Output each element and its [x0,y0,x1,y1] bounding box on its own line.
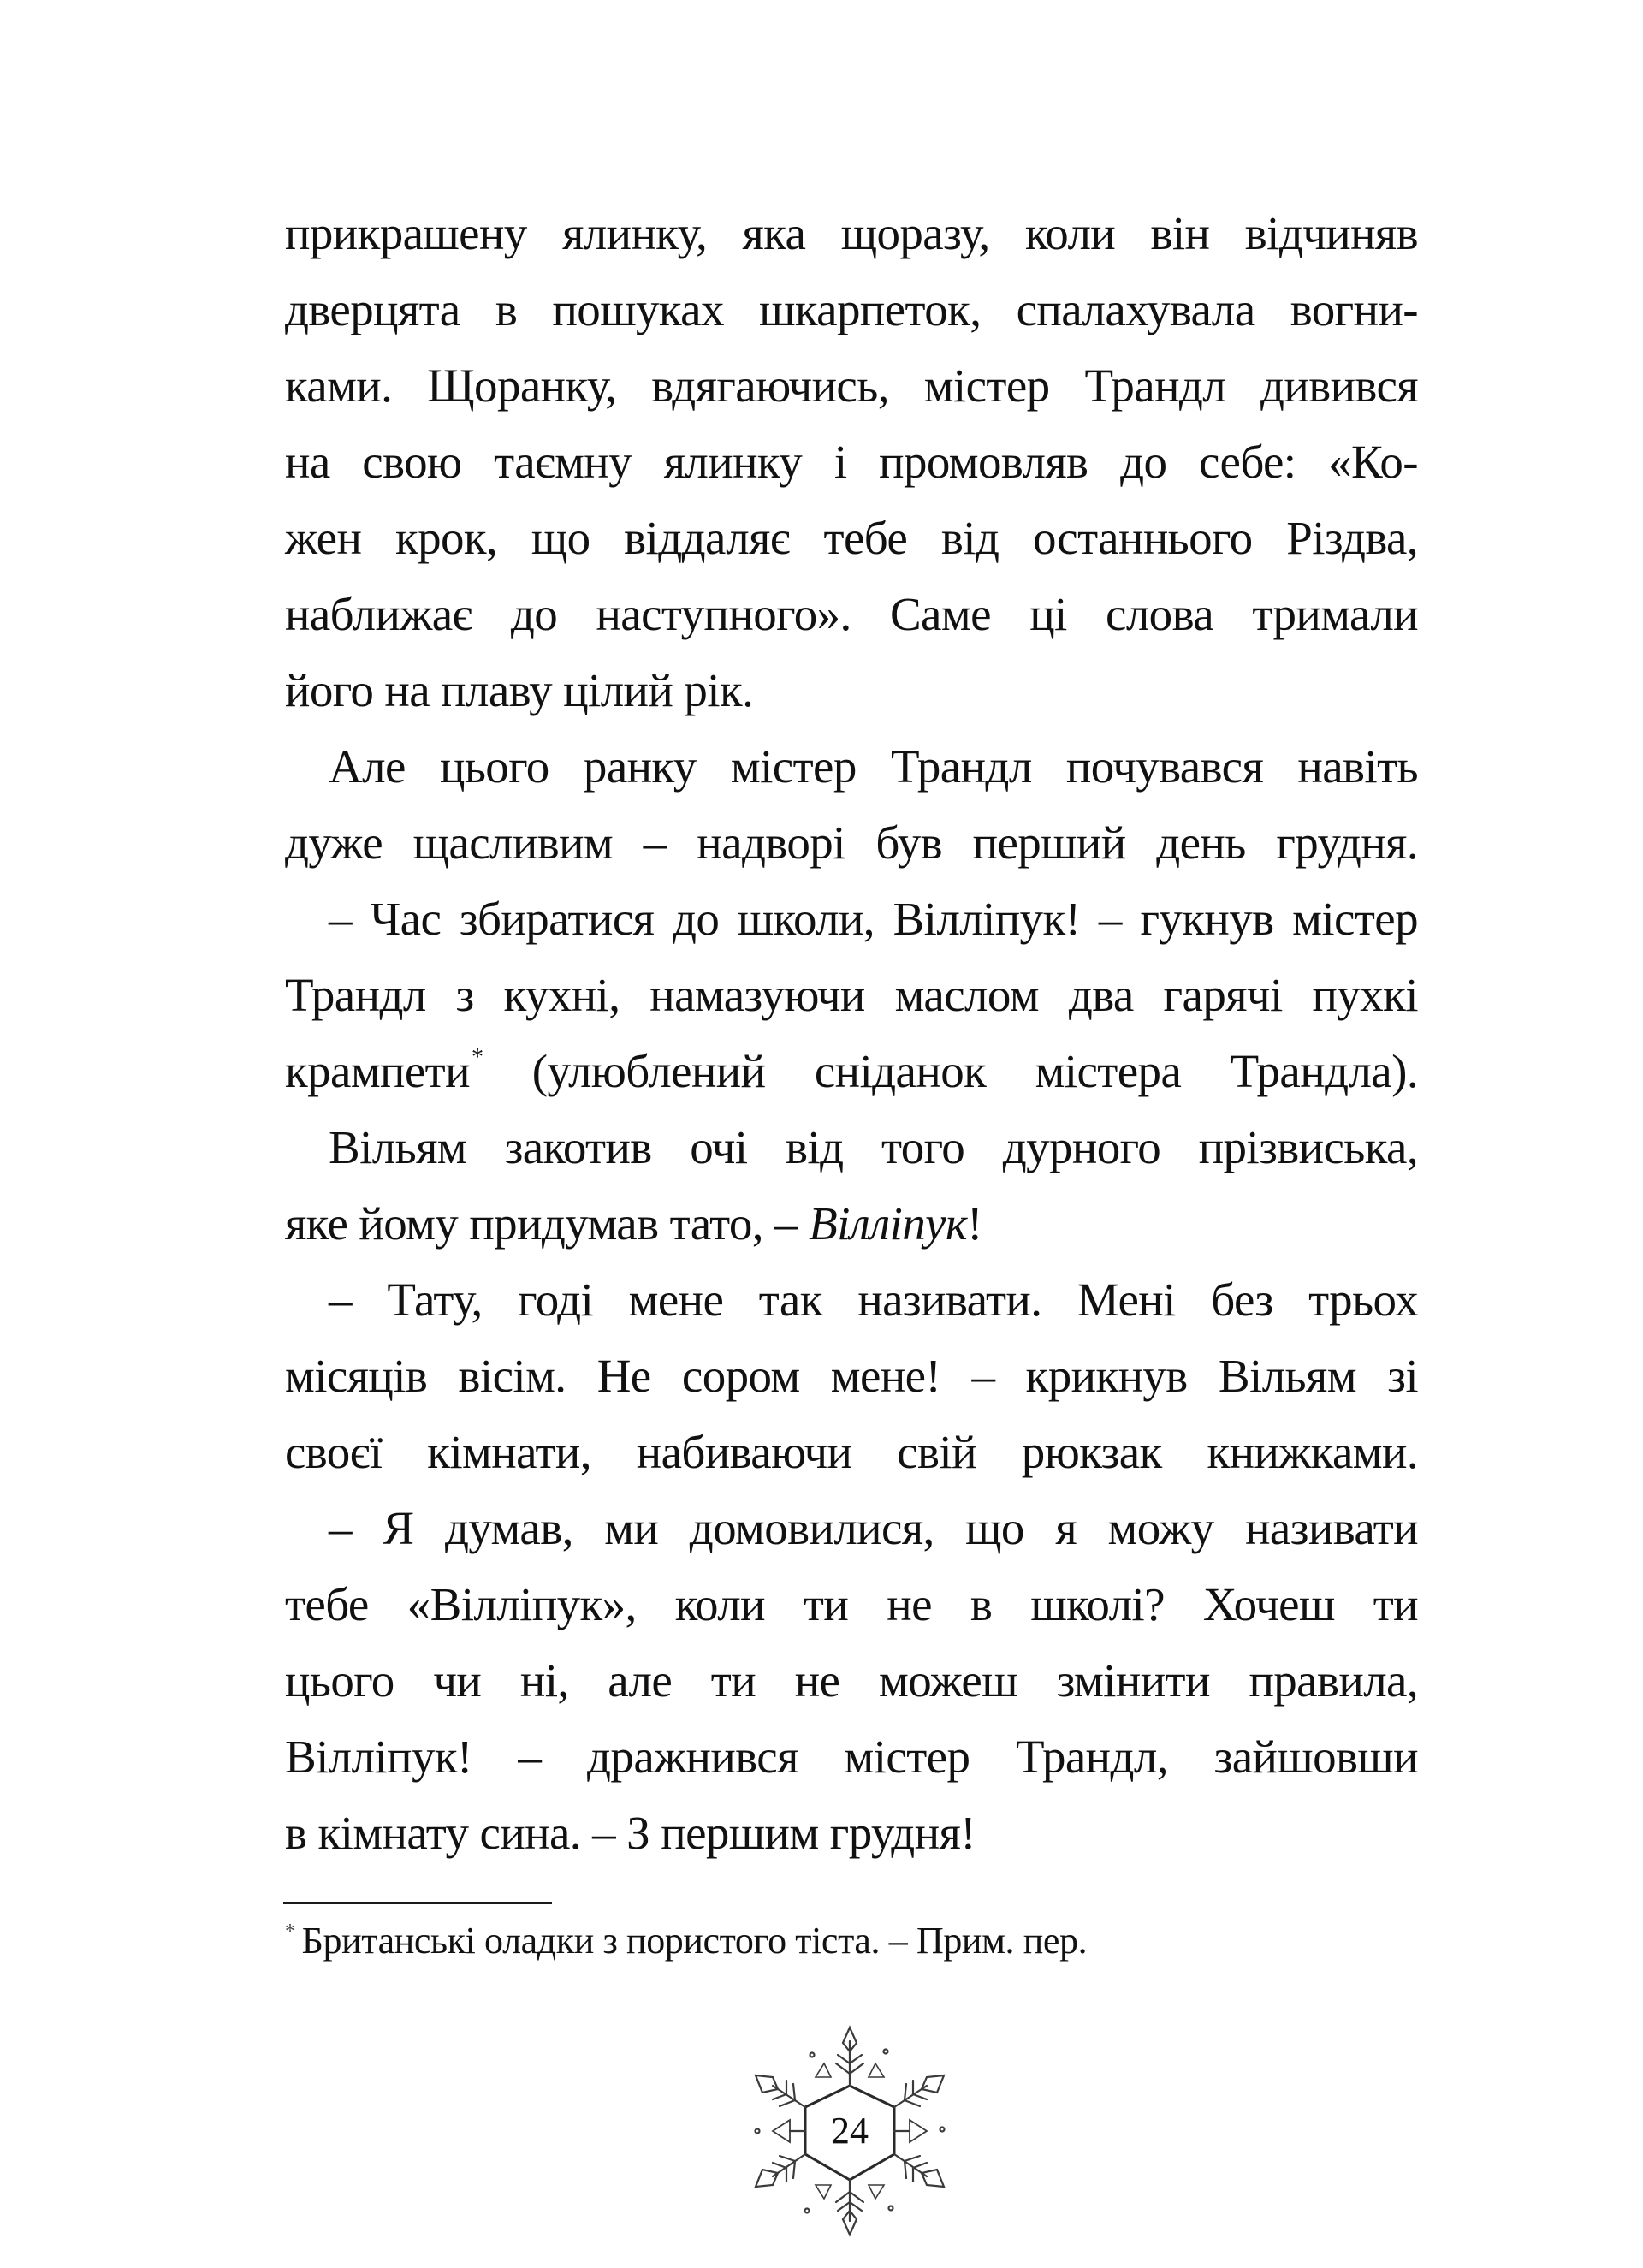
text-line: в кімнату сина. – З першим грудня! [285,1807,976,1859]
italic-nickname: Вілліпук [809,1197,968,1250]
footnote-reference[interactable]: * [471,1044,483,1071]
page-number-ornament [747,2024,952,2238]
text-line: цього чи ні, але ти не можеш змінити правила, [285,1654,1418,1707]
footnoted-word: крампети [285,1045,470,1097]
footnote [285,1915,1397,1973]
text-line: Вілліпук! – дражнився містер Трандл, зайшовши [285,1731,1418,1783]
text-line: Трандл з кухні, намазуючи маслом два гарячі пухкі [285,969,1418,1021]
dialogue-line: – Тату, годі мене так називати. Мені без трьох [329,1274,1418,1326]
text-fragment: ! [967,1197,982,1250]
text-line [285,1185,1418,1262]
text-line: прикрашену ялинку, яка щоразу, коли він відчиняв [285,207,1418,259]
footnote-mark: * [285,1921,295,1943]
text-line: місяців вісім. Не сором мене! – крикнув Вільям зі [285,1350,1418,1402]
paragraph-first-line: Але цього ранку містер Трандл почувався навіть [329,740,1418,793]
footnote-text: Британські оладки з пористого тіста. – Прим. пер. [301,1920,1088,1962]
paragraph-first-line: Вільям закотив очі від того дурного прізвиська, [329,1121,1418,1173]
dialogue-line: – Я думав, ми домовилися, що я можу називати [329,1502,1418,1554]
text-line: на свою таємну ялинку і промовляв до себе: «Ко- [285,436,1418,488]
text-line: дверцята в пошуках шкарпеток, спалахувала вогни- [285,283,1418,335]
dialogue-line: – Час збиратися до школи, Вілліпук! – гукнув містер [329,893,1418,945]
body-text [285,195,1418,1871]
text-line: тебе «Вілліпук», коли ти не в школі? Хочеш ти [285,1578,1418,1630]
text-line: дуже щасливим – надворі був перший день грудня. [285,816,1418,869]
page-number: 24 [831,2110,869,2152]
text-line [285,1033,1418,1109]
text-fragment: яке йому придумав тато, – [285,1197,810,1250]
footnote-divider [283,1902,552,1904]
text-line: своєї кімнати, набиваючи свій рюкзак книжками. [285,1426,1418,1478]
text-line: наближає до наступного». Саме ці слова тримали [285,588,1418,640]
text-line: жен крок, що віддаляє тебе від останнього Різдва, [285,512,1418,564]
text-fragment: (улюблений сніданок містера Трандла). [483,1045,1418,1097]
text-line: ками. Щоранку, вдягаючись, містер Трандл дивився [285,359,1418,412]
text-line: його на плаву цілий рік. [285,664,754,716]
